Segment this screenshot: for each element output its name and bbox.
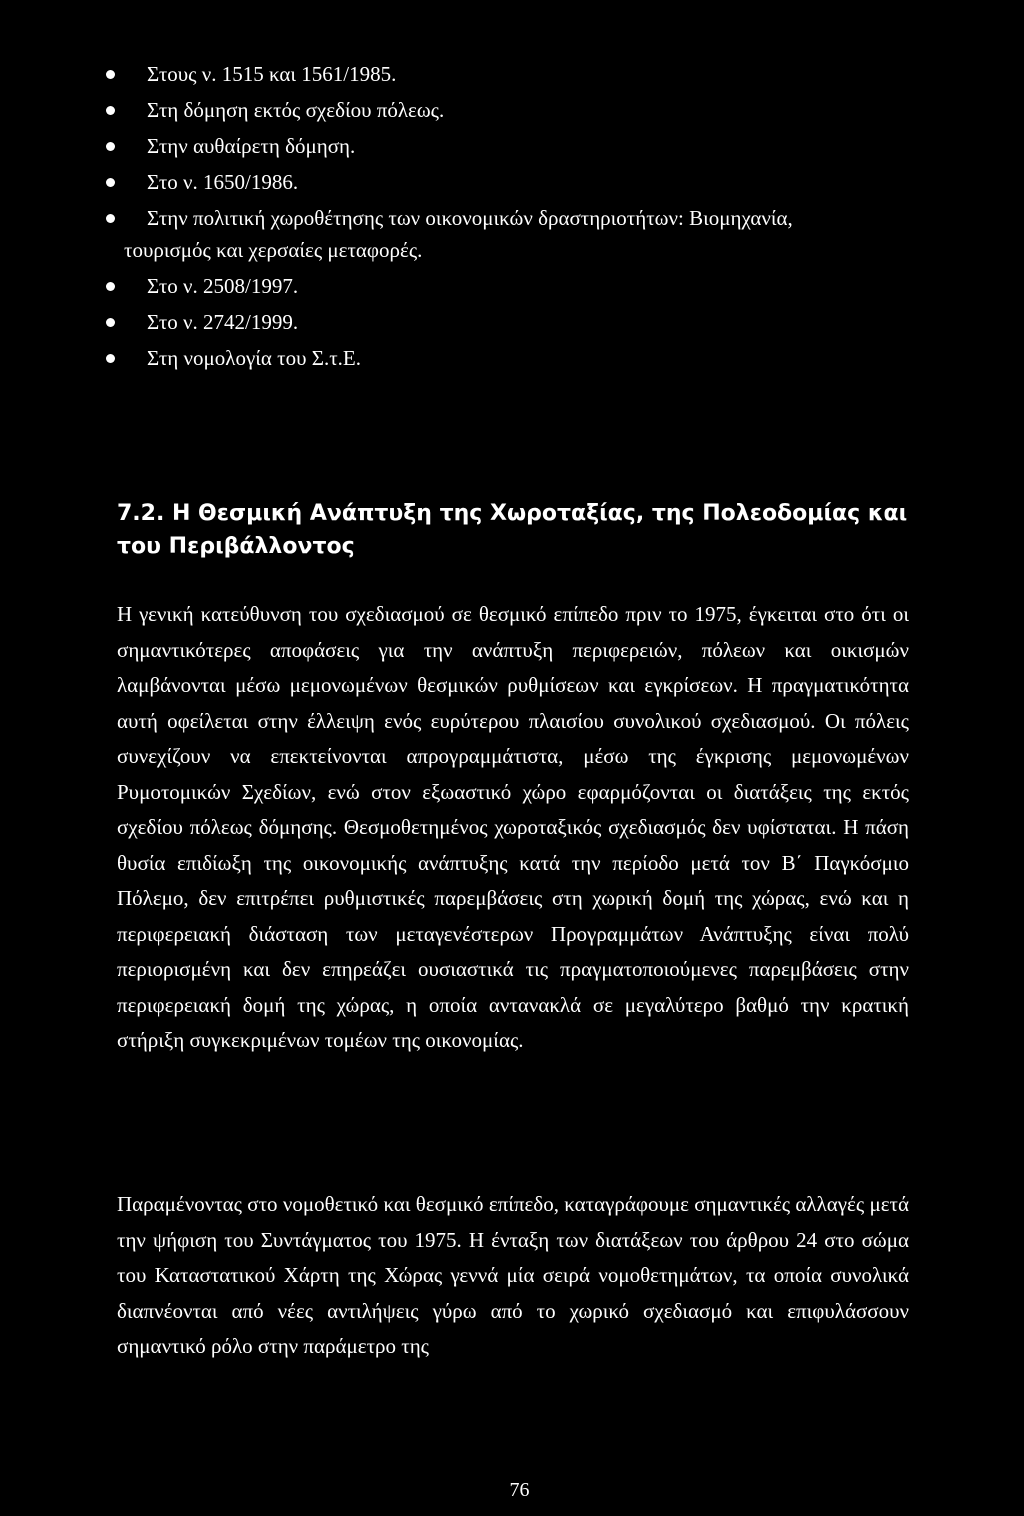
list-item-text: Στη δόμηση εκτός σχεδίου πόλεως.	[147, 98, 445, 122]
bullet-icon	[106, 354, 115, 363]
list-item	[97, 273, 897, 299]
list-item-text: Στο ν. 1650/1986.	[147, 170, 299, 194]
list-item	[97, 133, 897, 159]
list-item-text: Στην πολιτική χωροθέτησης των οικονομικών δραστηριοτήτων: Βιομηχανία,	[147, 206, 793, 230]
body-paragraph: Παραμένοντας στο νομοθετικό και θεσμικό επίπεδο, καταγράφουμε σημαντικές αλλαγές μετά την ψήφιση του Συντάγματος του 1975. Η ένταξη των διατάξεων του άρθρου 24 στο σώμα του Καταστατικού Χάρτη της Χώρας γεννά μία σειρά νομοθετημάτων, τα οποία συνολικά διαπνέονται από νέες αντιλήψεις γύρω από το χωρικό σχεδιασμό και επιφυλάσσουν σημαντικό ρόλο στην παράμετρο της	[117, 1192, 909, 1358]
list-item-text: Στο ν. 2508/1997.	[147, 274, 299, 298]
bullet-icon	[106, 106, 115, 115]
list-item-text: Στο ν. 2742/1999.	[147, 310, 299, 334]
bullet-icon	[106, 70, 115, 79]
page-number-text: 76	[509, 1479, 530, 1501]
bullet-icon	[106, 214, 115, 223]
list-item	[97, 97, 897, 123]
list-item	[97, 61, 897, 87]
list-item-text: Στη νομολογία του Σ.τ.Ε.	[147, 346, 361, 370]
bullet-list	[97, 61, 897, 381]
list-item	[97, 205, 897, 263]
body-paragraph: Η γενική κατεύθυνση του σχεδιασμού σε θεσμικό επίπεδο πριν το 1975, έγκειται στο ότι οι σημαντικότερες αποφάσεις για την ανάπτυξη περιφερειών, πόλεων και οικισμών λαμβάνονται μέσω μεμονωμένων θεσμικών ρυθμίσεων και εγκρίσεων. Η πραγματικότητα αυτή οφείλεται στην έλλειψη ενός ευρύτερου πλαισίου συνολικού σχεδιασμού. Οι πόλεις συνεχίζουν να επεκτείνονται απρογραμμάτιστα, μέσω της έγκρισης μεμονωμένων Ρυμοτομικών Σχεδίων, ενώ στον εξωαστικό χώρο εφαρμόζονται οι διατάξεις της εκτός σχεδίου πόλεως δόμησης. Θεσμοθετημένος χωροταξικός σχεδιασμός δεν υφίσταται. Η πάση θυσία επιδίωξη της οικονομικής ανάπτυξης κατά την περίοδο μετά τον Β΄ Παγκόσμιο Πόλεμο, δεν επιτρέπει ρυθμιστικές παρεμβάσεις στη χωρική δομή της χώρας, ενώ και η περιφερειακή διάσταση των μεταγενέστερων Προγραμμάτων Ανάπτυξης είναι πολύ περιορισμένη και δεν επηρεάζει ουσιαστικά τις πραγματοποιούμενες παρεμβάσεις στην περιφερειακή δομή της χώρας, η οποία αντανακλά σε μεγαλύτερο βαθμό την κρατική στήριξη συγκεκριμένων τομέων της οικονομίας.	[117, 602, 909, 1052]
bullet-icon	[106, 178, 115, 187]
list-item	[97, 169, 897, 195]
bullet-icon	[106, 142, 115, 151]
bullet-icon	[106, 318, 115, 327]
page-number	[0, 1478, 1024, 1502]
list-item	[97, 309, 897, 335]
list-item	[97, 345, 897, 371]
bullet-icon	[106, 282, 115, 291]
list-item-text: Στην αυθαίρετη δόμηση.	[147, 134, 356, 158]
list-item-continuation: τουρισμός και χερσαίες μεταφορές.	[124, 238, 423, 262]
list-item-text: Στους ν. 1515 και 1561/1985.	[147, 62, 397, 86]
section-heading: 7.2. Η Θεσμική Ανάπτυξη της Χωροταξίας, της Πολεοδομίας και του Περιβάλλοντος	[117, 501, 908, 559]
